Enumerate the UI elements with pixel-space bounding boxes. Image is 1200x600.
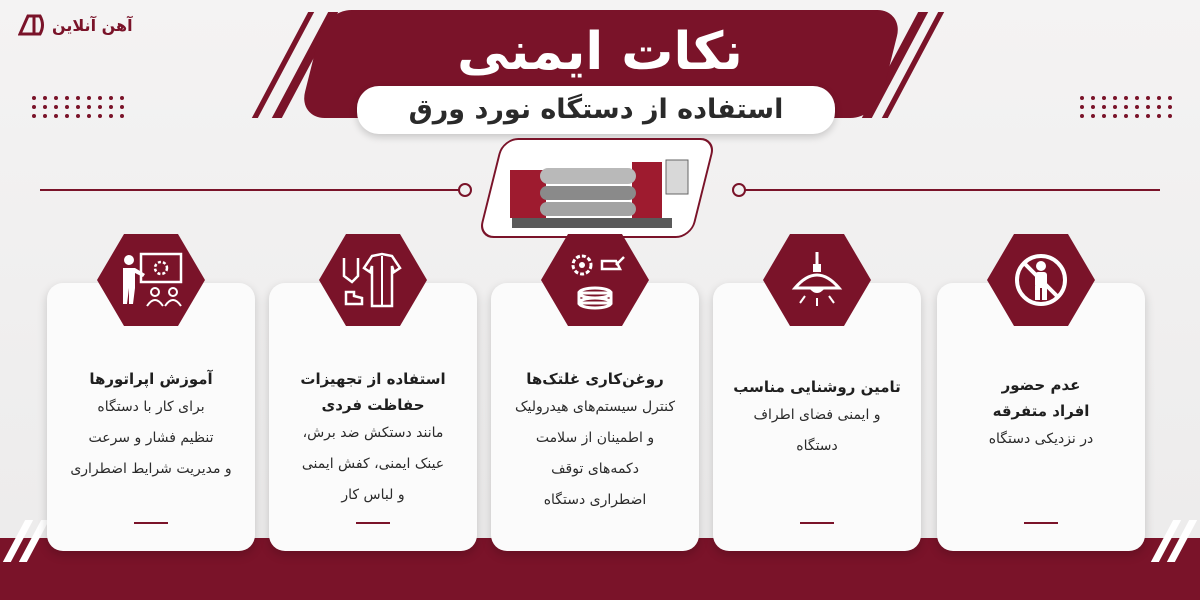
card-title: روغن‌کاری غلتک‌ها — [526, 370, 664, 388]
machine-photo — [478, 138, 717, 238]
connector-line — [40, 189, 460, 191]
card-title: عدم حضور — [1001, 376, 1081, 394]
card-body-line: اضطراری دستگاه — [543, 492, 647, 508]
plate-rolling-machine-icon — [492, 140, 702, 236]
card-body-line: عینک ایمنی، کفش ایمنی — [301, 456, 445, 472]
connector-dot — [458, 183, 472, 197]
card-body-line: دکمه‌های توقف — [551, 461, 639, 477]
card-body-line: کنترل سیستم‌های هیدرولیک — [514, 399, 675, 415]
card-body-line: در نزدیکی دستگاه — [988, 431, 1094, 447]
connector-dot — [732, 183, 746, 197]
operator-training-icon — [97, 234, 205, 326]
card-divider — [800, 522, 834, 524]
card-title: تامین روشنایی مناسب — [733, 378, 901, 396]
card-body-line: و لباس کار — [341, 487, 405, 503]
page-title: نکات ایمنی — [457, 22, 743, 82]
brand-logo — [18, 14, 133, 36]
card-body-line: دستگاه — [796, 438, 838, 454]
card-body-line: و اطمینان از سلامت — [535, 430, 655, 446]
card-body-line: و مدیریت شرایط اضطراری — [70, 461, 232, 477]
card-body-line: و ایمنی فضای اطراف — [753, 407, 881, 423]
card-divider — [134, 522, 168, 524]
card-body-line: برای کار با دستگاه — [97, 399, 205, 415]
brand-name: آهن آنلاین — [52, 15, 133, 35]
brand-logo-icon — [18, 14, 46, 36]
decor-dot-grid — [1078, 96, 1172, 118]
protective-gear-icon — [319, 234, 427, 326]
no-person-icon — [987, 234, 1095, 326]
card-title: حفاظت فردی — [321, 396, 425, 414]
card-title: افراد متفرقه — [992, 402, 1090, 420]
connector-line — [740, 189, 1160, 191]
card-body-line: تنظیم فشار و سرعت — [88, 430, 214, 446]
page-subtitle: استفاده از دستگاه نورد ورق — [408, 94, 784, 125]
ceiling-lamp-icon — [763, 234, 871, 326]
card-title: آموزش اپراتورها — [89, 370, 213, 388]
decor-dot-grid — [30, 96, 124, 118]
lubrication-gears-icon — [541, 234, 649, 326]
card-title: استفاده از تجهیزات — [300, 370, 446, 388]
card-divider — [1024, 522, 1058, 524]
card-divider — [356, 522, 390, 524]
card-body-line: مانند دستکش ضد برش، — [302, 425, 444, 441]
